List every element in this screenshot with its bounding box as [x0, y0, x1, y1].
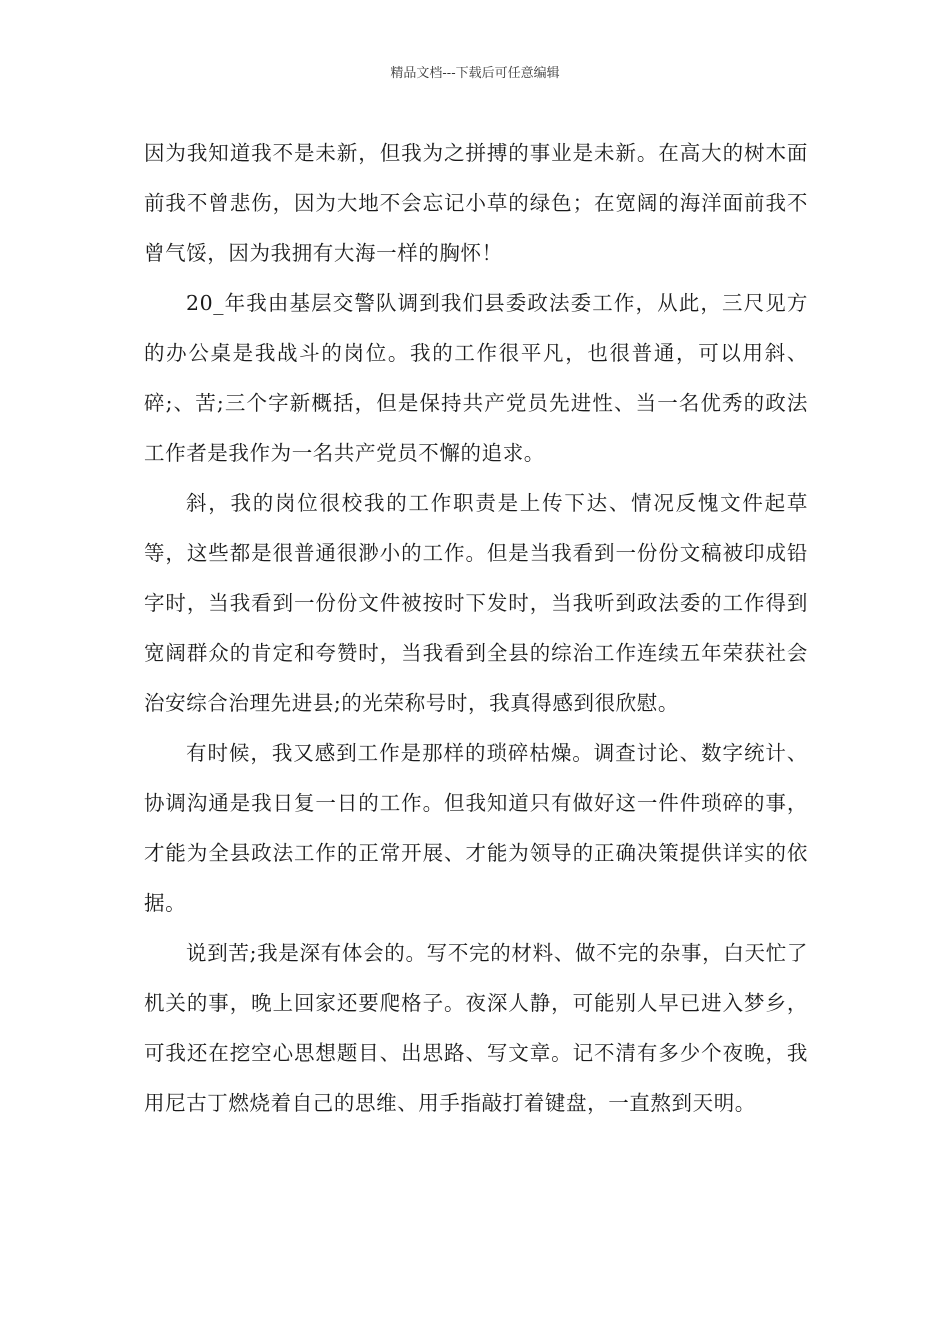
paragraph-1: 因为我知道我不是未新，但我为之拼搏的事业是未新。在高大的树木面前我不曾悲伤，因为大地不会忘记小草的绿色；在宽阔的海洋面前我不曾气馁，因为我拥有大海一样的胸怀！	[144, 141, 808, 265]
paragraph-3: 斜，我的岗位很校我的工作职责是上传下达、情况反愧文件起草等，这些都是很普通很渺小的工作。但是当我看到一份份文稿被印成铅字时，当我看到一份份文件被按时下发时，当我听到政法委的工作得到宽阔群众的肯定和夸赞时，当我看到全县的综治工作连续五年荣获社会治安综合治理先进县;的光荣称号时，我真得感到很欣慰。	[144, 491, 808, 715]
paragraph-5: 说到苦;我是深有体会的。写不完的材料、做不完的杂事，白天忙了机关的事，晚上回家还要爬格子。夜深人静，可能别人早已进入梦乡，可我还在挖空心思想题目、出思路、写文章。记不清有多少个夜晚，我用尼古丁燃烧着自己的思维、用手指敲打着键盘，一直熬到天明。	[144, 941, 808, 1115]
paragraph-2: 20_年我由基层交警队调到我们县委政法委工作，从此，三尺见方的办公桌是我战斗的岗位。我的工作很平凡，也很普通，可以用斜、碎;、苦;三个字新概括，但是保持共产党员先进性、当一名优秀的政法工作者是我作为一名共产党员不懈的追求。	[144, 291, 808, 465]
page-header: 精品文档---下载后可任意编辑	[390, 66, 560, 81]
document-body	[144, 128, 808, 1128]
paragraph-4: 有时候，我又感到工作是那样的琐碎枯燥。调查讨论、数字统计、协调沟通是我日复一日的工作。但我知道只有做好这一件件琐碎的事，才能为全县政法工作的正常开展、才能为领导的正确决策提供详实的依据。	[144, 741, 808, 915]
